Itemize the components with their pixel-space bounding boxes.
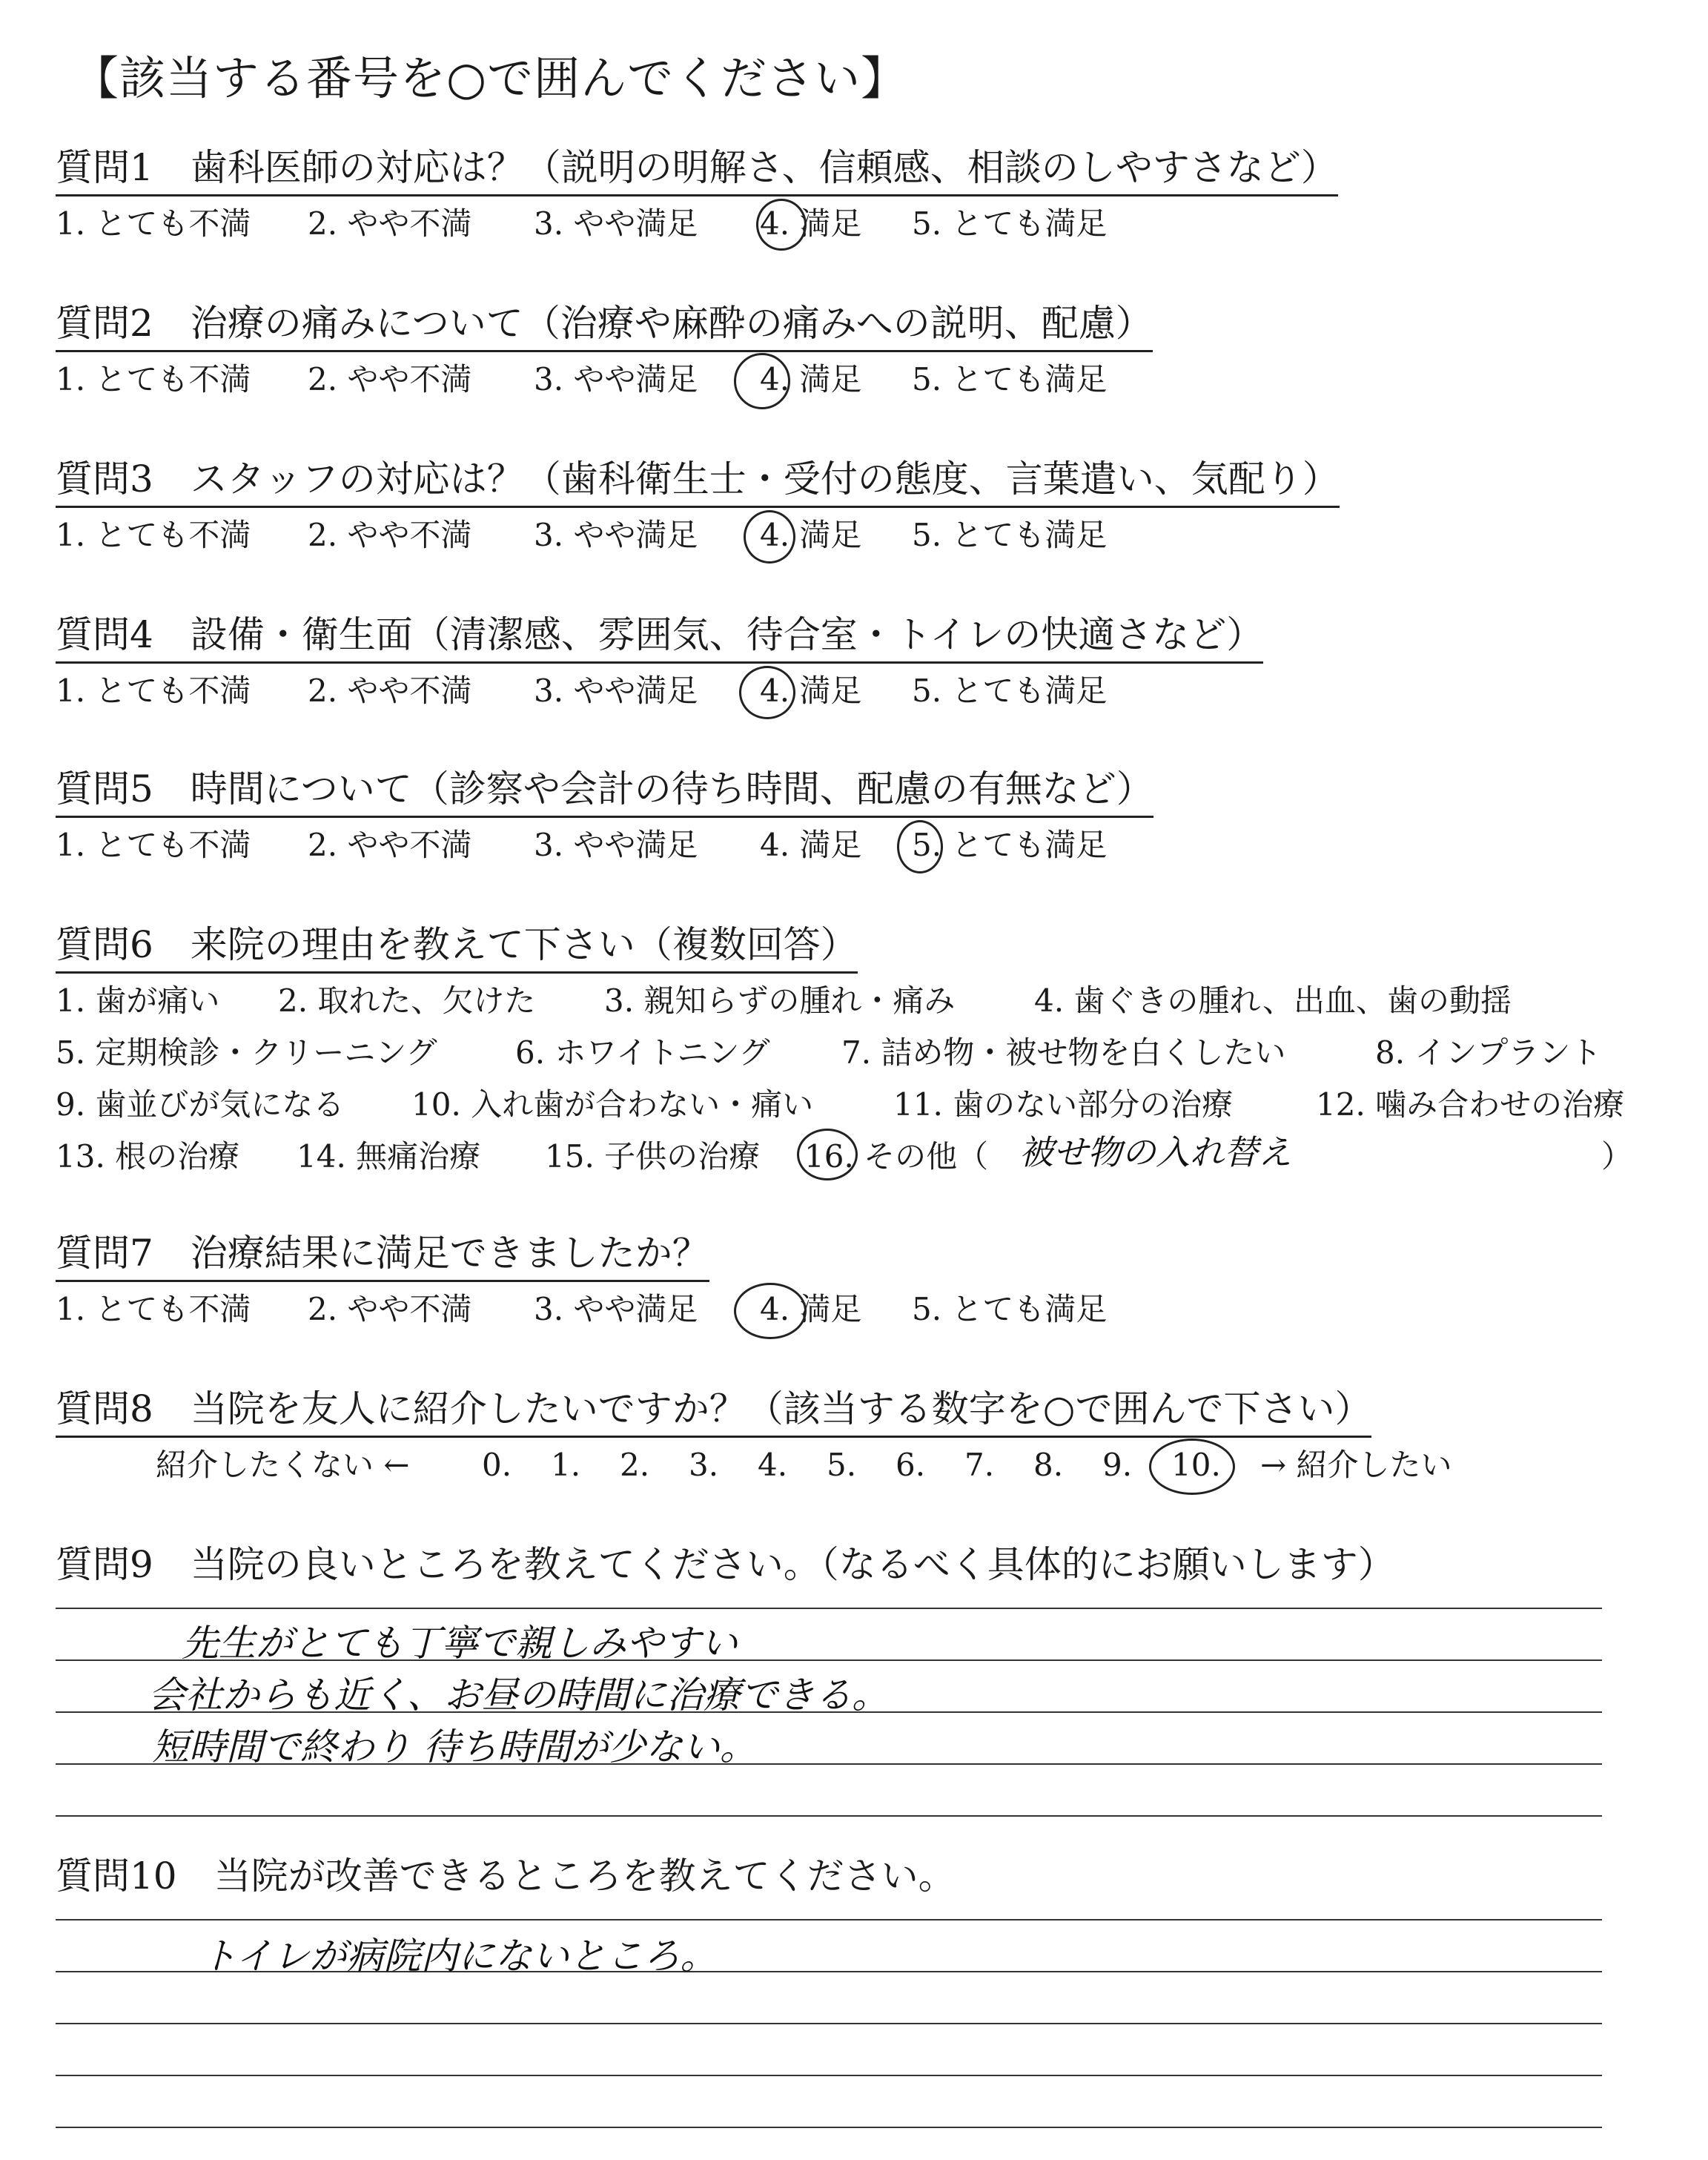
answer-line (56, 1608, 1602, 1609)
selection-circle (797, 1129, 858, 1180)
reason-8[interactable]: 8. インプラント (1375, 1034, 1602, 1071)
selection-circle (1149, 1439, 1235, 1495)
reason-4[interactable]: 4. 歯ぐきの腫れ、出血、歯の動揺 (1034, 982, 1512, 1019)
option-2[interactable]: 2. やや不満 (308, 517, 472, 553)
option-1[interactable]: 1. とても不満 (56, 205, 251, 242)
question-4-heading: 質問4 設備・衛生面（清潔感、雰囲気、待合室・トイレの快適さなど） (56, 612, 1263, 664)
reason-2[interactable]: 2. 取れた、欠けた (278, 982, 536, 1019)
answer-line (56, 2023, 1602, 2024)
reason-5[interactable]: 5. 定期検診・クリーニング (56, 1034, 437, 1071)
question-1-heading: 質問1 歯科医師の対応は？（説明の明解さ、信頼感、相談のしやすさなど） (56, 145, 1338, 196)
scale-7[interactable]: 7. (964, 1447, 995, 1483)
question-8-heading: 質問8 当院を友人に紹介したいですか？（該当する数字を○で囲んで下さい） (56, 1387, 1371, 1438)
option-3[interactable]: 3. やや満足 (534, 827, 698, 863)
scale-2[interactable]: 2. (620, 1447, 650, 1483)
option-5[interactable]: 5. とても満足 (912, 517, 1108, 553)
scale-left-label: 紹介したくない ← (156, 1447, 410, 1483)
option-5[interactable]: 5. とても満足 (912, 673, 1108, 709)
selection-circle (897, 820, 943, 873)
page-title: 【該当する番号を○で囲んでください】 (73, 51, 908, 105)
option-5[interactable]: 5. とても満足 (912, 361, 1108, 397)
reason-1[interactable]: 1. 歯が痛い (56, 982, 220, 1019)
selection-circle (739, 666, 795, 719)
scale-right-label: → 紹介したい (1260, 1447, 1452, 1483)
option-3[interactable]: 3. やや満足 (534, 1291, 698, 1327)
q10-answer-line-1: トイレが病院内にないところ。 (200, 1935, 718, 1978)
scale-3[interactable]: 3. (689, 1447, 719, 1483)
answer-line (56, 1815, 1602, 1817)
question-3-heading: 質問3 スタッフの対応は？（歯科衛生士・受付の態度、言葉遣い、気配り） (56, 457, 1340, 508)
question-6-heading: 質問6 来院の理由を教えて下さい（複数回答） (56, 922, 858, 974)
other-reason-handwritten: 被せ物の入れ替え (1019, 1132, 1292, 1172)
q9-answer-line-1: 先生がとても丁寧で親しみやすい (182, 1622, 738, 1665)
answer-line (56, 1919, 1602, 1920)
option-3[interactable]: 3. やや満足 (534, 361, 698, 397)
reason-10[interactable]: 10. 入れ歯が合わない・痛い (411, 1086, 814, 1123)
option-4[interactable]: 4. 満足 (760, 1291, 862, 1327)
reason-11[interactable]: 11. 歯のない部分の治療 (893, 1086, 1234, 1123)
reason-16[interactable]: 16. その他（ (804, 1138, 989, 1175)
option-2[interactable]: 2. やや不満 (308, 361, 472, 397)
scale-0[interactable]: 0. (482, 1447, 512, 1483)
reason-9[interactable]: 9. 歯並びが気になる (56, 1086, 345, 1123)
scale-6[interactable]: 6. (896, 1447, 926, 1483)
option-4[interactable]: 4. 満足 (760, 517, 862, 553)
answer-line (56, 2075, 1602, 2076)
recommend-scale (156, 1446, 1564, 1490)
selection-circle (744, 510, 795, 564)
option-5[interactable]: 5. とても満足 (912, 827, 1108, 863)
scale-4[interactable]: 4. (758, 1447, 788, 1483)
scale-9[interactable]: 9. (1102, 1447, 1133, 1483)
answer-line (56, 2127, 1602, 2128)
question-2-heading: 質問2 治療の痛みについて（治療や麻酔の痛みへの説明、配慮） (56, 301, 1153, 352)
question-9-heading: 質問9 当院の良いところを教えてください。（なるべく具体的にお願いします） (56, 1543, 1395, 1586)
option-1[interactable]: 1. とても不満 (56, 517, 251, 553)
reason-14[interactable]: 14. 無痛治療 (297, 1138, 481, 1175)
scale-8[interactable]: 8. (1033, 1447, 1064, 1483)
option-3[interactable]: 3. やや満足 (534, 517, 698, 553)
option-1[interactable]: 1. とても不満 (56, 1291, 251, 1327)
reason-7[interactable]: 7. 詰め物・被せ物を白くしたい (841, 1034, 1286, 1071)
option-1[interactable]: 1. とても不満 (56, 827, 251, 863)
option-2[interactable]: 2. やや不満 (308, 205, 472, 242)
selection-circle (734, 1283, 807, 1339)
scale-10[interactable]: 10. (1171, 1447, 1221, 1483)
selection-circle (734, 353, 790, 409)
q9-answer-line-2: 会社からも近く、お昼の時間に治療できる。 (148, 1674, 889, 1717)
option-4[interactable]: 4. 満足 (760, 205, 862, 242)
question-7-heading: 質問7 治療結果に満足できましたか？ (56, 1231, 709, 1282)
reason-6[interactable]: 6. ホワイトニング (515, 1034, 770, 1071)
option-1[interactable]: 1. とても不満 (56, 673, 251, 709)
option-4[interactable]: 4. 満足 (760, 673, 862, 709)
option-1[interactable]: 1. とても不満 (56, 361, 251, 397)
option-2[interactable]: 2. やや不満 (308, 1291, 472, 1327)
question-5-heading: 質問5 時間について（診察や会計の待ち時間、配慮の有無など） (56, 767, 1153, 818)
option-2[interactable]: 2. やや不満 (308, 673, 472, 709)
question-6-options (56, 982, 1687, 1175)
question-10-heading: 質問10 当院が改善できるところを教えてください。 (56, 1855, 956, 1898)
reason-15[interactable]: 15. 子供の治療 (545, 1138, 761, 1175)
option-4[interactable]: 4. 満足 (760, 827, 862, 863)
scale-1[interactable]: 1. (551, 1447, 581, 1483)
other-close-paren: ） (1601, 1138, 1633, 1175)
selection-circle (756, 199, 807, 251)
option-5[interactable]: 5. とても満足 (912, 205, 1108, 242)
reason-13[interactable]: 13. 根の治療 (56, 1138, 240, 1175)
option-5[interactable]: 5. とても満足 (912, 1291, 1108, 1327)
option-2[interactable]: 2. やや不満 (308, 827, 472, 863)
option-4[interactable]: 4. 満足 (760, 361, 862, 397)
option-3[interactable]: 3. やや満足 (534, 673, 698, 709)
scale-5[interactable]: 5. (827, 1447, 857, 1483)
q9-answer-line-3: 短時間で終わり 待ち時間が少ない。 (152, 1725, 757, 1768)
reason-3[interactable]: 3. 親知らずの腫れ・痛み (604, 982, 956, 1019)
reason-12[interactable]: 12. 噛み合わせの治療 (1316, 1086, 1625, 1123)
option-3[interactable]: 3. やや満足 (534, 205, 698, 242)
